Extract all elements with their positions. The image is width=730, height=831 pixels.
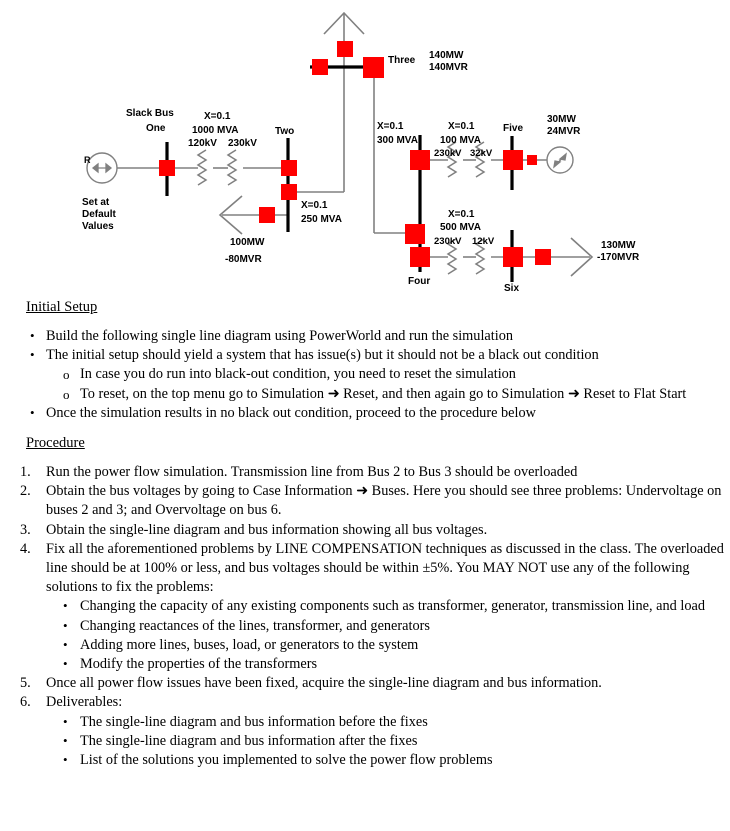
list-item — [63, 636, 730, 655]
list-item-text: Obtain the bus voltages by going to Case Information ➜ Buses. Here you should see three problems: Undervoltage on buses 2 and 3; and Overvoltage on bus 6. — [46, 483, 722, 519]
label-xfmr-one-two-kv-lo: 120kV — [188, 138, 217, 149]
label-bus-two: Two — [275, 126, 295, 137]
bullet-disc-icon: • — [63, 732, 68, 748]
procedure-heading: Procedure — [26, 435, 85, 452]
list-item — [30, 327, 730, 346]
label-gen-one-note-1: Set at — [82, 197, 110, 208]
label-bus-three: Three — [388, 55, 416, 66]
list-item-text: Build the following single line diagram using PowerWorld and run the simulation — [46, 328, 514, 344]
list-item — [30, 346, 730, 365]
list-item-text: Changing the capacity of any existing components such as transformer, generator, transmission line, and load — [80, 598, 705, 615]
breaker-bus-two-load — [259, 207, 275, 223]
breaker-bus-six-load — [535, 249, 551, 265]
label-line-two-three-mva: 250 MVA — [301, 214, 342, 225]
breaker-bus-two-xfmr — [281, 160, 297, 176]
breaker-bus-six — [503, 247, 523, 267]
breaker-bus-four-xfmr46 — [410, 247, 430, 267]
list-item — [63, 713, 730, 732]
label-gen-one-note-2: Default — [82, 209, 116, 220]
bullet-disc-icon: • — [63, 636, 68, 652]
bullet-disc-icon: • — [30, 328, 35, 343]
conductor-lines — [117, 14, 590, 257]
single-line-diagram — [0, 0, 730, 298]
label-load-six-mvr: -170MVR — [597, 252, 640, 263]
breaker-bus-five — [503, 150, 523, 170]
list-item-text: The single-line diagram and bus information after the fixes — [80, 732, 418, 749]
label-xfmr-four-six-x: X=0.1 — [448, 209, 475, 220]
label-xfmr-one-two-mva: 1000 MVA — [192, 125, 239, 136]
label-load-three-mvr: 140MVR — [429, 62, 468, 73]
list-item-text: Modify the properties of the transformers — [80, 656, 318, 673]
label-xfmr-four-five-kv-hi: 230kV — [434, 148, 462, 159]
label-gen-one-note-3: Values — [82, 221, 114, 232]
bullet-disc-icon: • — [63, 617, 68, 633]
list-item — [20, 540, 730, 598]
breaker-bus-three-left — [312, 59, 328, 75]
breaker-bus-three-right — [363, 57, 384, 78]
bullet-circle-icon: o — [63, 386, 70, 402]
list-item-text: Deliverables: — [46, 694, 123, 711]
bullet-disc-icon: • — [30, 347, 35, 363]
breaker-bus-five-gen — [527, 155, 537, 165]
bullet-disc-icon: • — [63, 713, 68, 729]
initial-setup-heading: Initial Setup — [26, 299, 98, 315]
label-line-three-four-x: X=0.1 — [377, 121, 404, 132]
list-item — [63, 751, 730, 770]
list-item-text: The initial setup should yield a system that has issue(s) but it should not be a black out condition — [46, 347, 599, 364]
list-item — [30, 404, 730, 423]
list-item-text: Once all power flow issues have been fixed, acquire the single-line diagram and bus information. — [46, 675, 602, 692]
list-item-text: Changing reactances of the lines, transformer, and generators — [80, 617, 430, 634]
list-item — [63, 655, 730, 674]
list-item-number: 3. — [20, 521, 31, 538]
label-xfmr-four-five-x: X=0.1 — [448, 121, 475, 132]
breaker-bus-two-line — [281, 184, 297, 200]
step-4-restrictions-list — [0, 597, 730, 674]
bullet-circle-icon: o — [63, 367, 70, 383]
breaker-bus-three-load — [337, 41, 353, 57]
initial-setup-bullet-list — [0, 327, 730, 423]
list-item — [63, 385, 730, 404]
label-load-two-mw: 100MW — [230, 237, 265, 248]
list-item — [20, 521, 730, 540]
list-item-text: Fix all the aforementioned problems by LINE COMPENSATION techniques as discussed in the class. The overloaded line should be at 100% or less, and bus voltages should be within ±5%. You MAY NOT use any of the following solutions to fix the problems: — [46, 540, 724, 596]
list-item-text: Once the simulation results in no black out condition, proceed to the procedure below — [46, 404, 536, 421]
bullet-disc-icon: • — [63, 656, 68, 672]
bullet-disc-icon: • — [63, 752, 68, 768]
list-item-number: 1. — [20, 464, 31, 481]
step-6-deliverables-list — [0, 713, 730, 771]
label-bus-five: Five — [503, 123, 524, 134]
label-load-six-mw: 130MW — [601, 240, 636, 251]
winding-one-two-a — [198, 150, 206, 185]
list-item-text: Run the power flow simulation. Transmission line from Bus 2 to Bus 3 should be overloaded — [46, 464, 578, 481]
label-line-three-four-mva: 300 MVA — [377, 135, 418, 146]
list-item — [63, 597, 730, 616]
circuit-breakers — [159, 41, 551, 267]
list-item-text: Adding more lines, buses, load, or generators to the system — [80, 636, 419, 653]
list-item-text: Obtain the single-line diagram and bus information showing all bus voltages. — [46, 521, 488, 538]
list-item — [63, 617, 730, 636]
procedure-step-list — [0, 463, 730, 770]
list-item — [20, 674, 730, 693]
label-gen-five-mvr: 24MVR — [547, 126, 581, 137]
bullet-disc-icon: • — [30, 404, 35, 420]
label-bus-six: Six — [504, 283, 520, 294]
bus-bars — [167, 67, 512, 282]
list-item — [63, 732, 730, 751]
list-item-text: In case you do run into black-out condition, you need to reset the simulation — [80, 366, 516, 383]
label-xfmr-four-five-mva: 100 MVA — [440, 135, 481, 146]
breaker-bus-four-line — [405, 224, 425, 244]
label-xfmr-four-six-mva: 500 MVA — [440, 222, 481, 233]
label-xfmr-one-two-kv-hi: 230kV — [228, 138, 257, 149]
list-item-number: 2. — [20, 483, 31, 500]
label-line-two-three-x: X=0.1 — [301, 200, 328, 211]
list-item — [20, 693, 730, 712]
label-load-two-mvr: -80MVR — [225, 254, 262, 265]
label-load-three-mw: 140MW — [429, 50, 464, 61]
label-xfmr-four-six-kv-hi: 230kV — [434, 236, 462, 247]
list-item-number: 4. — [20, 540, 31, 557]
label-slack-bus: Slack Bus — [126, 108, 174, 119]
list-item-number: 5. — [20, 675, 31, 692]
list-item-text: To reset, on the top menu go to Simulation ➜ Reset, and then again go to Simulation ➜ Reset to Flat Start — [80, 385, 687, 402]
label-xfmr-one-two-x: X=0.1 — [204, 111, 231, 122]
label-xfmr-four-five-kv-lo: 32kV — [470, 148, 493, 159]
label-gen-five-mw: 30MW — [547, 114, 576, 125]
list-item-text: The single-line diagram and bus information before the fixes — [80, 713, 428, 730]
label-bus-one: One — [146, 123, 166, 134]
list-item-number: 6. — [20, 694, 31, 711]
breaker-bus-one — [159, 160, 175, 176]
list-item — [63, 365, 730, 384]
list-item — [20, 482, 730, 520]
bullet-disc-icon: • — [63, 598, 68, 614]
breaker-bus-four-xfmr45 — [410, 150, 430, 170]
list-item — [20, 463, 730, 482]
label-xfmr-four-six-kv-lo: 12kV — [472, 236, 495, 247]
instructions-document — [0, 298, 730, 770]
winding-one-two-b — [228, 150, 236, 185]
label-bus-four: Four — [408, 276, 431, 287]
list-item-text: List of the solutions you implemented to solve the power flow problems — [80, 752, 493, 769]
label-gen-one-symbol: R — [84, 155, 91, 165]
